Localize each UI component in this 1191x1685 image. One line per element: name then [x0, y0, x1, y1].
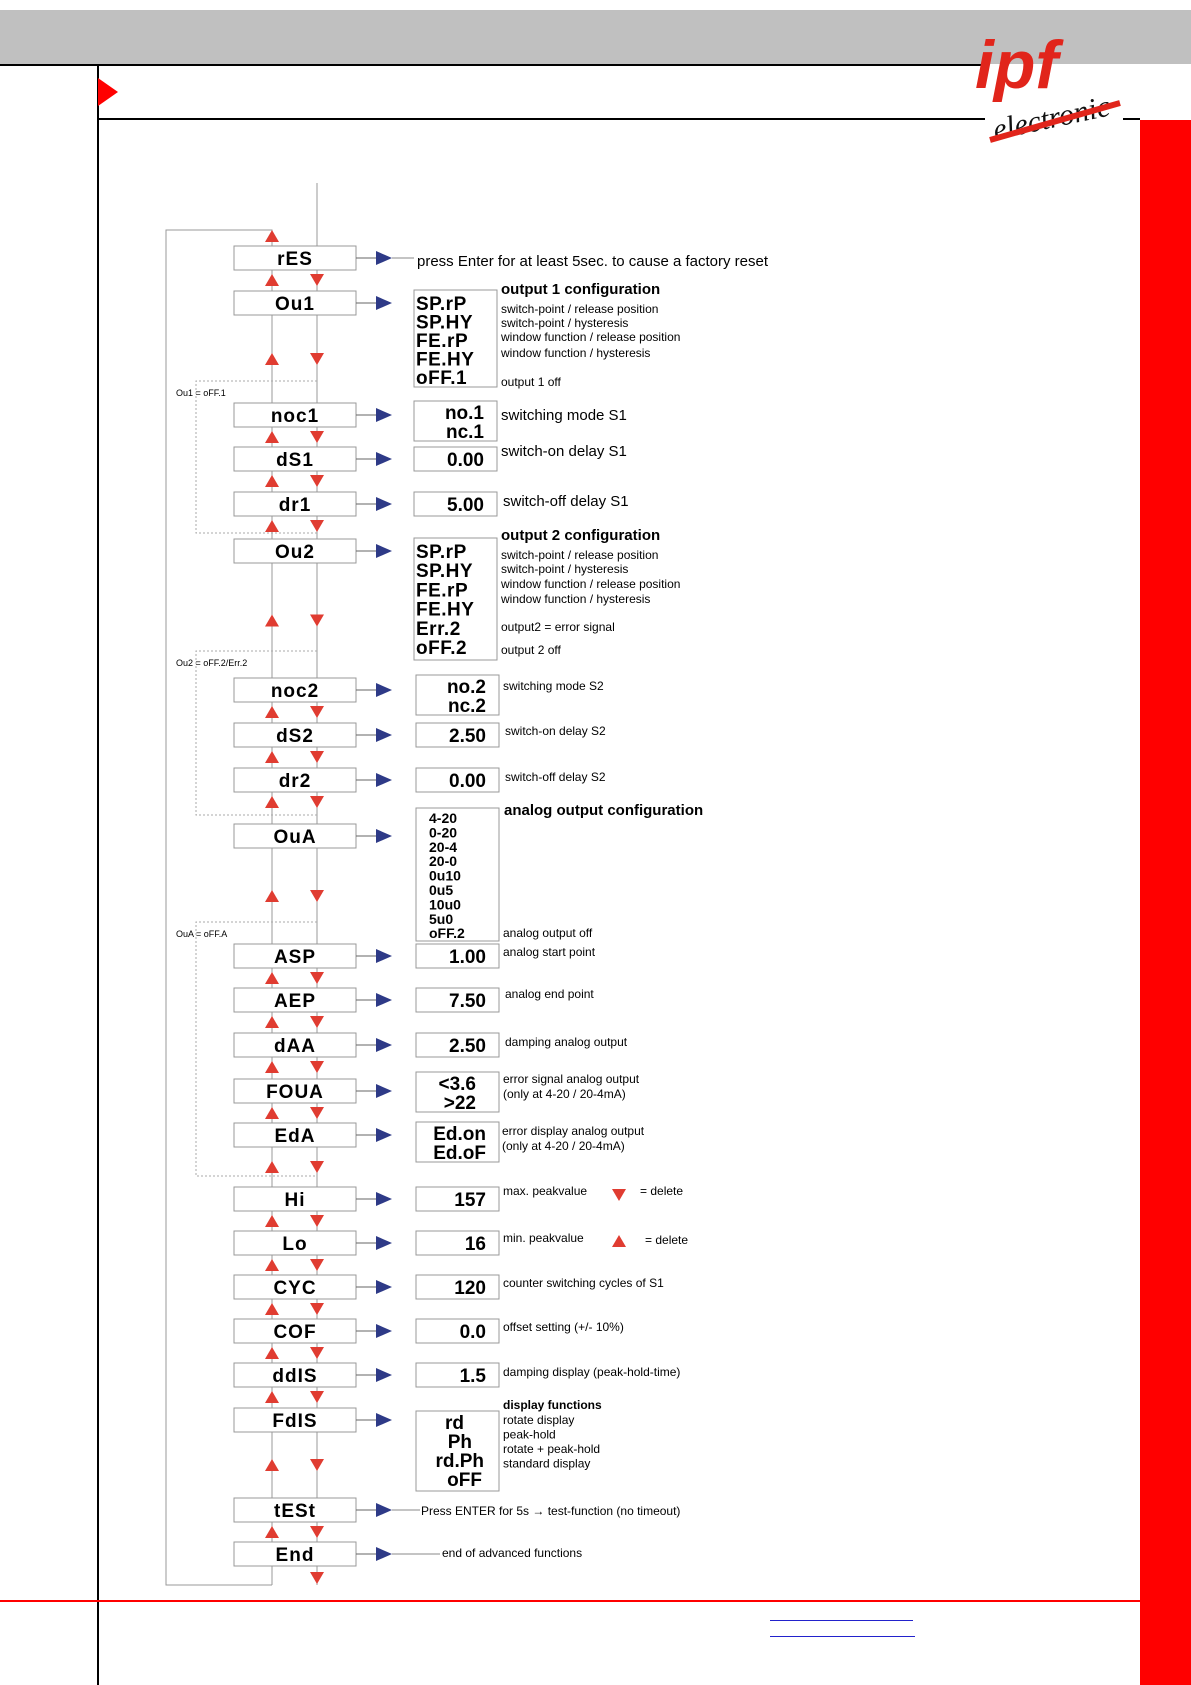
- param-label: dAA: [273, 1036, 317, 1057]
- eda-desc: error display analog output: [502, 1124, 645, 1138]
- analog-option: 5u0: [429, 910, 454, 927]
- up-arrow-icon: [265, 796, 279, 808]
- foua-desc: (only at 4-20 / 20-4mA): [503, 1087, 626, 1101]
- up-arrow-icon: [265, 706, 279, 718]
- down-arrow-icon: [310, 890, 324, 902]
- up-arrow-icon: [265, 520, 279, 532]
- up-arrow-icon: [265, 972, 279, 984]
- hi-delete: = delete: [640, 1184, 684, 1198]
- daa-desc: damping analog output: [505, 1035, 628, 1049]
- bypass-label-ou1: Ou1 = oFF.1: [176, 388, 226, 398]
- analog-option: 0-20: [429, 824, 458, 841]
- output1-desc: window function / hysteresis: [501, 346, 651, 360]
- right-arrow-icon: [376, 728, 392, 742]
- down-arrow-icon: [310, 520, 324, 532]
- analog-option: 0u10: [429, 867, 461, 884]
- output2-desc: window function / hysteresis: [501, 592, 651, 606]
- fdis-desc: standard display: [503, 1456, 591, 1471]
- output2-desc: switch-point / release position: [501, 548, 659, 562]
- down-arrow-icon: [310, 1259, 324, 1271]
- right-arrow-icon: [376, 1413, 392, 1427]
- output1-option: SP.HY: [416, 312, 474, 334]
- up-arrow-icon: [265, 1391, 279, 1403]
- output2-option: FE.rP: [416, 580, 469, 602]
- right-arrow-icon: [376, 1547, 392, 1561]
- down-arrow-icon: [310, 1215, 324, 1227]
- right-arrow-icon: [376, 949, 392, 963]
- noc1-value: no.1: [444, 403, 484, 424]
- up-arrow-icon: [265, 615, 279, 627]
- param-label: dr2: [278, 771, 312, 792]
- up-arrow-icon: [265, 1215, 279, 1227]
- ddis-value: 1.5: [459, 1366, 486, 1387]
- cof-value-box: [416, 1319, 499, 1343]
- up-arrow-icon: [265, 1107, 279, 1119]
- up-arrow-icon: [612, 1235, 626, 1247]
- param-label: noc2: [270, 681, 320, 702]
- down-arrow-icon: [310, 1061, 324, 1073]
- fdis-option: rd.Ph: [435, 1451, 484, 1472]
- down-arrow-icon: [310, 1391, 324, 1403]
- param-label: dS1: [276, 450, 314, 471]
- cyc-desc: counter switching cycles of S1: [503, 1276, 664, 1290]
- foua-value: <3.6: [438, 1074, 476, 1095]
- output1-option: FE.HY: [416, 349, 475, 371]
- hi-desc: max. peakvalue: [503, 1184, 588, 1198]
- param-label: dS2: [276, 726, 314, 747]
- foua-value: >22: [443, 1093, 476, 1114]
- foua-desc: error signal analog output: [503, 1072, 640, 1086]
- logo-brand: ipf: [975, 28, 1059, 103]
- param-label: CYC: [273, 1278, 317, 1299]
- right-arrow-icon: [376, 1503, 392, 1517]
- output1-option: oFF.1: [416, 368, 468, 389]
- output2-desc: switch-point / hysteresis: [501, 562, 629, 576]
- fdis-desc: peak-hold: [503, 1427, 556, 1442]
- output1-desc: switch-point / hysteresis: [501, 316, 629, 330]
- down-arrow-icon: [310, 751, 324, 763]
- output1-desc: window function / release position: [501, 330, 681, 344]
- aep-desc: analog end point: [505, 987, 594, 1001]
- output2-desc: window function / release position: [501, 577, 681, 591]
- output1-desc: switch-point / release position: [501, 302, 659, 316]
- param-label: FdIS: [272, 1411, 318, 1432]
- param-label: ddIS: [272, 1366, 318, 1387]
- output2-option: FE.HY: [416, 599, 475, 621]
- up-arrow-icon: [265, 431, 279, 443]
- end-description: end of advanced functions: [442, 1546, 583, 1560]
- aep-value: 7.50: [449, 991, 486, 1012]
- up-arrow-icon: [265, 1016, 279, 1028]
- output2-option: oFF.2: [416, 638, 468, 659]
- noc1-desc: switching mode S1: [501, 407, 627, 424]
- analog-option: 20-0: [429, 853, 458, 870]
- bypass-label-ou2: Ou2 = oFF.2/Err.2: [176, 658, 248, 668]
- param-label: OuA: [273, 827, 317, 848]
- right-arrow-icon: [376, 1038, 392, 1052]
- lo-value-box: [416, 1231, 499, 1255]
- analog-heading: analog output configuration: [504, 802, 704, 819]
- noc2-value: no.2: [446, 677, 486, 698]
- down-arrow-icon: [310, 274, 324, 286]
- reset-description: press Enter for at least 5sec. to cause a factory reset: [417, 253, 768, 270]
- ddis-desc: damping display (peak-hold-time): [503, 1365, 681, 1379]
- right-arrow-icon: [376, 683, 392, 697]
- right-arrow-icon: [376, 773, 392, 787]
- output1-option: SP.rP: [416, 294, 467, 315]
- ds1-value: 0.00: [447, 450, 484, 471]
- down-arrow-icon: [310, 1107, 324, 1119]
- down-arrow-icon: [310, 353, 324, 365]
- fdis-option: oFF: [447, 1470, 482, 1491]
- dr2-value: 0.00: [449, 771, 486, 792]
- right-arrow-icon: [376, 1280, 392, 1294]
- param-label: Ou1: [275, 294, 315, 315]
- param-label: tESt: [274, 1501, 316, 1522]
- right-arrow-icon: [376, 829, 392, 843]
- param-label: rES: [277, 249, 313, 270]
- down-arrow-icon: [310, 1572, 324, 1584]
- up-arrow-icon: [265, 751, 279, 763]
- up-arrow-icon: [265, 353, 279, 365]
- asp-desc: analog start point: [503, 945, 596, 959]
- analog-option: 20-4: [429, 838, 458, 855]
- up-arrow-icon: [265, 1347, 279, 1359]
- param-label: dr1: [278, 495, 312, 516]
- noc1-value: nc.1: [445, 422, 484, 443]
- cyc-value: 120: [454, 1278, 486, 1299]
- right-arrow-icon: [376, 544, 392, 558]
- down-arrow-icon: [612, 1189, 626, 1201]
- param-label: EdA: [274, 1126, 316, 1147]
- param-label: COF: [273, 1322, 317, 1343]
- right-arrow-icon: [376, 1084, 392, 1098]
- noc2-desc: switching mode S2: [503, 679, 604, 693]
- eda-value: Ed.on: [433, 1124, 486, 1145]
- right-arrow-icon: [376, 1368, 392, 1382]
- up-arrow-icon: [265, 1303, 279, 1315]
- down-arrow-icon: [310, 1347, 324, 1359]
- down-arrow-icon: [310, 1161, 324, 1173]
- down-arrow-icon: [310, 475, 324, 487]
- eda-desc: (only at 4-20 / 20-4mA): [502, 1139, 625, 1153]
- output1-heading: output 1 configuration: [501, 281, 661, 298]
- up-arrow-icon: [265, 274, 279, 286]
- output2-option: Err.2: [416, 618, 461, 640]
- output1-desc: output 1 off: [501, 375, 561, 389]
- right-arrow-icon: [376, 1128, 392, 1142]
- output1-option: FE.rP: [416, 331, 469, 352]
- param-label: noc1: [270, 406, 320, 427]
- param-label: AEP: [273, 991, 317, 1012]
- param-label: End: [275, 1545, 315, 1566]
- right-arrow-icon: [376, 296, 392, 310]
- cof-value: 0.0: [459, 1322, 486, 1343]
- up-arrow-icon: [265, 475, 279, 487]
- right-arrow-icon: [376, 1324, 392, 1338]
- param-label: Hi: [284, 1190, 306, 1211]
- output2-desc: output2 = error signal: [501, 620, 615, 634]
- cof-desc: offset setting (+/- 10%): [503, 1320, 624, 1334]
- test-description: Press ENTER for 5s → test-function (no timeout): [421, 1504, 681, 1518]
- param-label: ASP: [273, 947, 317, 968]
- fdis-option: Ph: [447, 1432, 472, 1453]
- down-arrow-icon: [310, 1526, 324, 1538]
- fdis-desc: rotate display: [503, 1413, 575, 1427]
- up-arrow-icon: [265, 1259, 279, 1271]
- down-arrow-icon: [310, 431, 324, 443]
- up-arrow-icon: [265, 1526, 279, 1538]
- right-arrow-icon: [376, 1236, 392, 1250]
- down-arrow-icon: [310, 1459, 324, 1471]
- ddis-value-box: [416, 1363, 499, 1387]
- right-arrow-icon: [376, 497, 392, 511]
- noc2-value: nc.2: [447, 696, 486, 717]
- lo-delete: = delete: [645, 1233, 689, 1247]
- dr1-value: 5.00: [447, 495, 484, 516]
- output2-option: SP.rP: [416, 542, 467, 563]
- param-label: Ou2: [275, 542, 315, 563]
- hi-value: 157: [454, 1190, 486, 1211]
- fdis-desc: rotate + peak-hold: [503, 1442, 601, 1456]
- fdis-option: rd: [445, 1413, 464, 1434]
- ds1-desc: switch-on delay S1: [501, 443, 627, 460]
- param-label: Lo: [282, 1234, 308, 1255]
- analog-option: 4-20: [429, 810, 458, 826]
- down-arrow-icon: [310, 1303, 324, 1315]
- up-arrow-icon: [265, 890, 279, 902]
- right-arrow-icon: [376, 408, 392, 422]
- down-arrow-icon: [310, 972, 324, 984]
- fdis-heading: display functions: [503, 1398, 602, 1412]
- ds2-desc: switch-on delay S2: [505, 724, 606, 738]
- right-arrow-icon: [376, 1192, 392, 1206]
- down-arrow-icon: [310, 615, 324, 627]
- down-arrow-icon: [310, 706, 324, 718]
- dr2-desc: switch-off delay S2: [505, 770, 606, 784]
- down-arrow-icon: [310, 796, 324, 808]
- logo-subbrand: electronic: [989, 89, 1114, 147]
- up-arrow-icon: [265, 1161, 279, 1173]
- down-arrow-icon: [310, 1016, 324, 1028]
- ds2-value: 2.50: [449, 726, 486, 747]
- up-arrow-icon: [265, 1459, 279, 1471]
- analog-option: 0u5: [429, 882, 454, 898]
- up-arrow-icon: [265, 230, 279, 242]
- analog-off-desc: analog output off: [503, 926, 593, 940]
- lo-value: 16: [464, 1234, 486, 1255]
- lo-desc: min. peakvalue: [503, 1231, 584, 1245]
- daa-value: 2.50: [449, 1036, 486, 1057]
- up-arrow-icon: [265, 1061, 279, 1073]
- bypass-label-oua: OuA = oFF.A: [176, 929, 228, 939]
- output2-heading: output 2 configuration: [501, 527, 661, 544]
- eda-value: Ed.oF: [433, 1143, 486, 1164]
- analog-option: oFF.2: [429, 925, 465, 942]
- right-arrow-icon: [376, 993, 392, 1007]
- output2-option: SP.HY: [416, 561, 474, 583]
- asp-value: 1.00: [449, 947, 486, 968]
- output2-desc: output 2 off: [501, 643, 561, 657]
- right-arrow-icon: [376, 251, 392, 265]
- right-arrow-icon: [376, 452, 392, 466]
- analog-option: 10u0: [429, 896, 461, 913]
- dr1-desc: switch-off delay S1: [503, 493, 629, 510]
- param-label: FOUA: [266, 1082, 324, 1103]
